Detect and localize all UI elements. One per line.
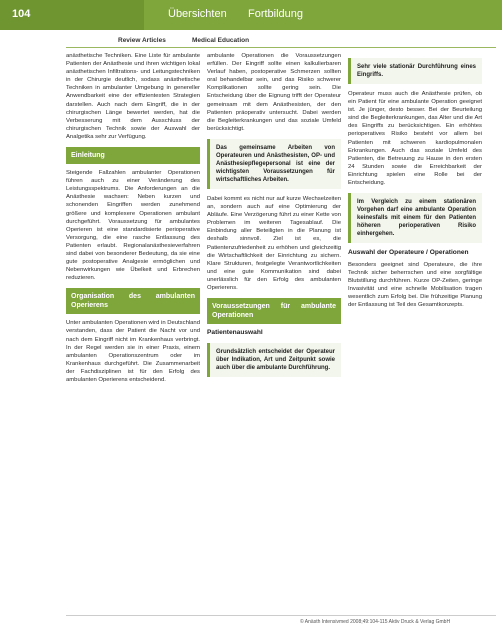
- column-2: [207, 52, 341, 383]
- column3-body-paragraph: Besonders geeignet sind Operateure, die ihre Technik sicher beherrschen und eine sorgfältige Blutstillung durchführen. Kurze OP-Zeiten, geringe Invasivität und eine schnelle Mobilisation tragen wesentlich zum Erfolg bei. Die frühzeitige Planung der Entlassung ist Teil des Gesamtkonzepts.: [348, 261, 482, 308]
- highlight-box-risiko: Im Vergleich zu einem stationären Vorgehen darf eine ambulante Operation keinesfalls mit einem für den Patienten höheren perioperativen Risiko einhergehen.: [348, 193, 482, 243]
- organisation-paragraph: Unter ambulanten Operationen wird in Deutschland verstanden, dass der Patient die Nacht vor und nach dem Eingriff nicht im Krankenhaus verbringt. In der Regel werden sie in einer Praxis, einem ambulanten Operationszentrum oder im Krankenhaus durchgeführt. Die Zusammenarbeit der Fachdisziplinen ist für den Erfolg des ambulanten Operierens entscheidend.: [66, 320, 200, 383]
- page-header: [0, 0, 502, 36]
- section-heading-organisation: Organisation des ambulanten Operierens: [66, 288, 200, 314]
- footer-rule: [66, 615, 496, 616]
- column-1: [66, 52, 200, 386]
- column2-paragraph: ambulante Operationen die Voraussetzungen erfüllen. Der Eingriff sollte einen kalkulierbaren Verlauf haben, postoperative Schmerzen sollten oral behandelbar sein, und das Risiko schwerer Komplikationen sollte gering sein. Die Entscheidung über die Eignung trifft der Operateur gemeinsam mit dem Anästhesisten, der den Patienten präoperativ untersucht. Dabei werden die Begleiterkrankungen und das soziale Umfeld berücksichtigt.: [207, 53, 341, 132]
- footer-copyright: © Anästh Intensivmed 2008;49:104-115 Aktiv Druck & Verlag GmbH: [300, 619, 451, 625]
- rubric-title: Übersichten: [168, 8, 227, 20]
- rubric-english-right: Medical Education: [192, 37, 250, 44]
- highlight-box-stationaer: Sehr viele stationär Durchführung eines Eingriffs.: [348, 58, 482, 84]
- page-number: 104: [12, 8, 31, 20]
- section-heading-einleitung: Einleitung: [66, 147, 200, 164]
- header-rule: [66, 47, 496, 48]
- highlight-box-indikation: Grundsätzlich entscheidet der Operateur über Indikation, Art und Zeitpunkt sowie auch über die ambulante Durchführung.: [207, 343, 341, 377]
- section-heading-voraussetzungen: Voraussetzungen für ambulante Operationen: [207, 298, 341, 324]
- rubric-english-left: Review Articles: [118, 37, 166, 44]
- column-3: [348, 52, 482, 311]
- highlight-box-teamwork: Das gemeinsame Arbeiten von Operateuren und Anästhesisten, OP- und Anästhesiepflegepersonal ist eine der wichtigsten Voraussetzungen für wirtschaftliches Arbeiten.: [207, 139, 341, 189]
- subheading-operateure: Auswahl der Operateure / Operationen: [348, 249, 469, 257]
- subheading-patientenauswahl: Patientenauswahl: [207, 329, 263, 337]
- einleitung-paragraph: Steigende Fallzahlen ambulanter Operationen führen auch zu einer Veränderung des Leistungsspektrums. Die Anforderungen an die Anästhesie wachsen: Neben kurzen und schonenden Eingriffen werden zunehmend größere und komplexere Operationen ambulant durchgeführt. Voraussetzung für ambulantes Operieren ist eine standardisierte perioperative Versorgung, die eine rasche Entlassung des Patienten erlaubt. Regionalanästhesieverfahren sind dabei von besonderer Bedeutung, da sie eine gute postoperative Analgesie ermöglichen und Nebenwirkungen wie Übelkeit und Erbrechen reduzieren.: [66, 170, 200, 282]
- intro-paragraph: anästhetische Techniken. Eine Liste für ambulante Patienten der Anästhesie und ihren wichtigen lokal anästhetischen Infiltrations- und Leitungstechniken in der Chirurgie deutlich, sodass anästhetische Techniken in ambulanter Umgebung in genereller Anwendbarkeit eine der effizientesten Strategien darstellen. Auch nach dem Eingriff, die in der chirurgischen Länge bewertet werden, hat die Verbesserung mit dem Ausschluss der chirurgischen Technik sowie der Auswahl der Analgetika sehr zur Verfügung.: [66, 53, 200, 140]
- column3-paragraph: Operateur muss auch die Anästhesie prüfen, ob ein Patient für eine ambulante Operation geeignet ist. Je jünger, desto besser. Bei der Beurteilung sind die Begleiterkrankungen, das Alter und die Art des Eingriffs zu berücksichtigen. Ein erhöhtes perioperatives Risiko besteht vor allem bei Patienten mit schweren kardiopulmonalen Erkrankungen. Auch das soziale Umfeld des Patienten, die Betreuung zu Hause in den ersten 24 Stunden sowie die Erreichbarkeit der Einrichtung spielen eine Rolle bei der Entscheidung.: [348, 91, 482, 187]
- column2-body-paragraph: Dabei kommt es nicht nur auf kurze Wechselzeiten an, sondern auch auf eine Optimierung der Abläufe. Eine Verzögerung führt zu einer Kette von Problemen im weiteren Tagesablauf. Die Einbindung aller Beteiligten in die Planung ist deshalb sinnvoll. Ziel ist es, die Patientenzufriedenheit zu erhöhen und gleichzeitig die Wirtschaftlichkeit der Einrichtung zu sichern. Klare Strukturen, festgelegte Verantwortlichkeiten und eine gute Kommunikation sind dabei unerlässlich für den Erfolg des ambulanten Operierens.: [207, 195, 341, 291]
- rubric-subtitle: Fortbildung: [248, 8, 304, 20]
